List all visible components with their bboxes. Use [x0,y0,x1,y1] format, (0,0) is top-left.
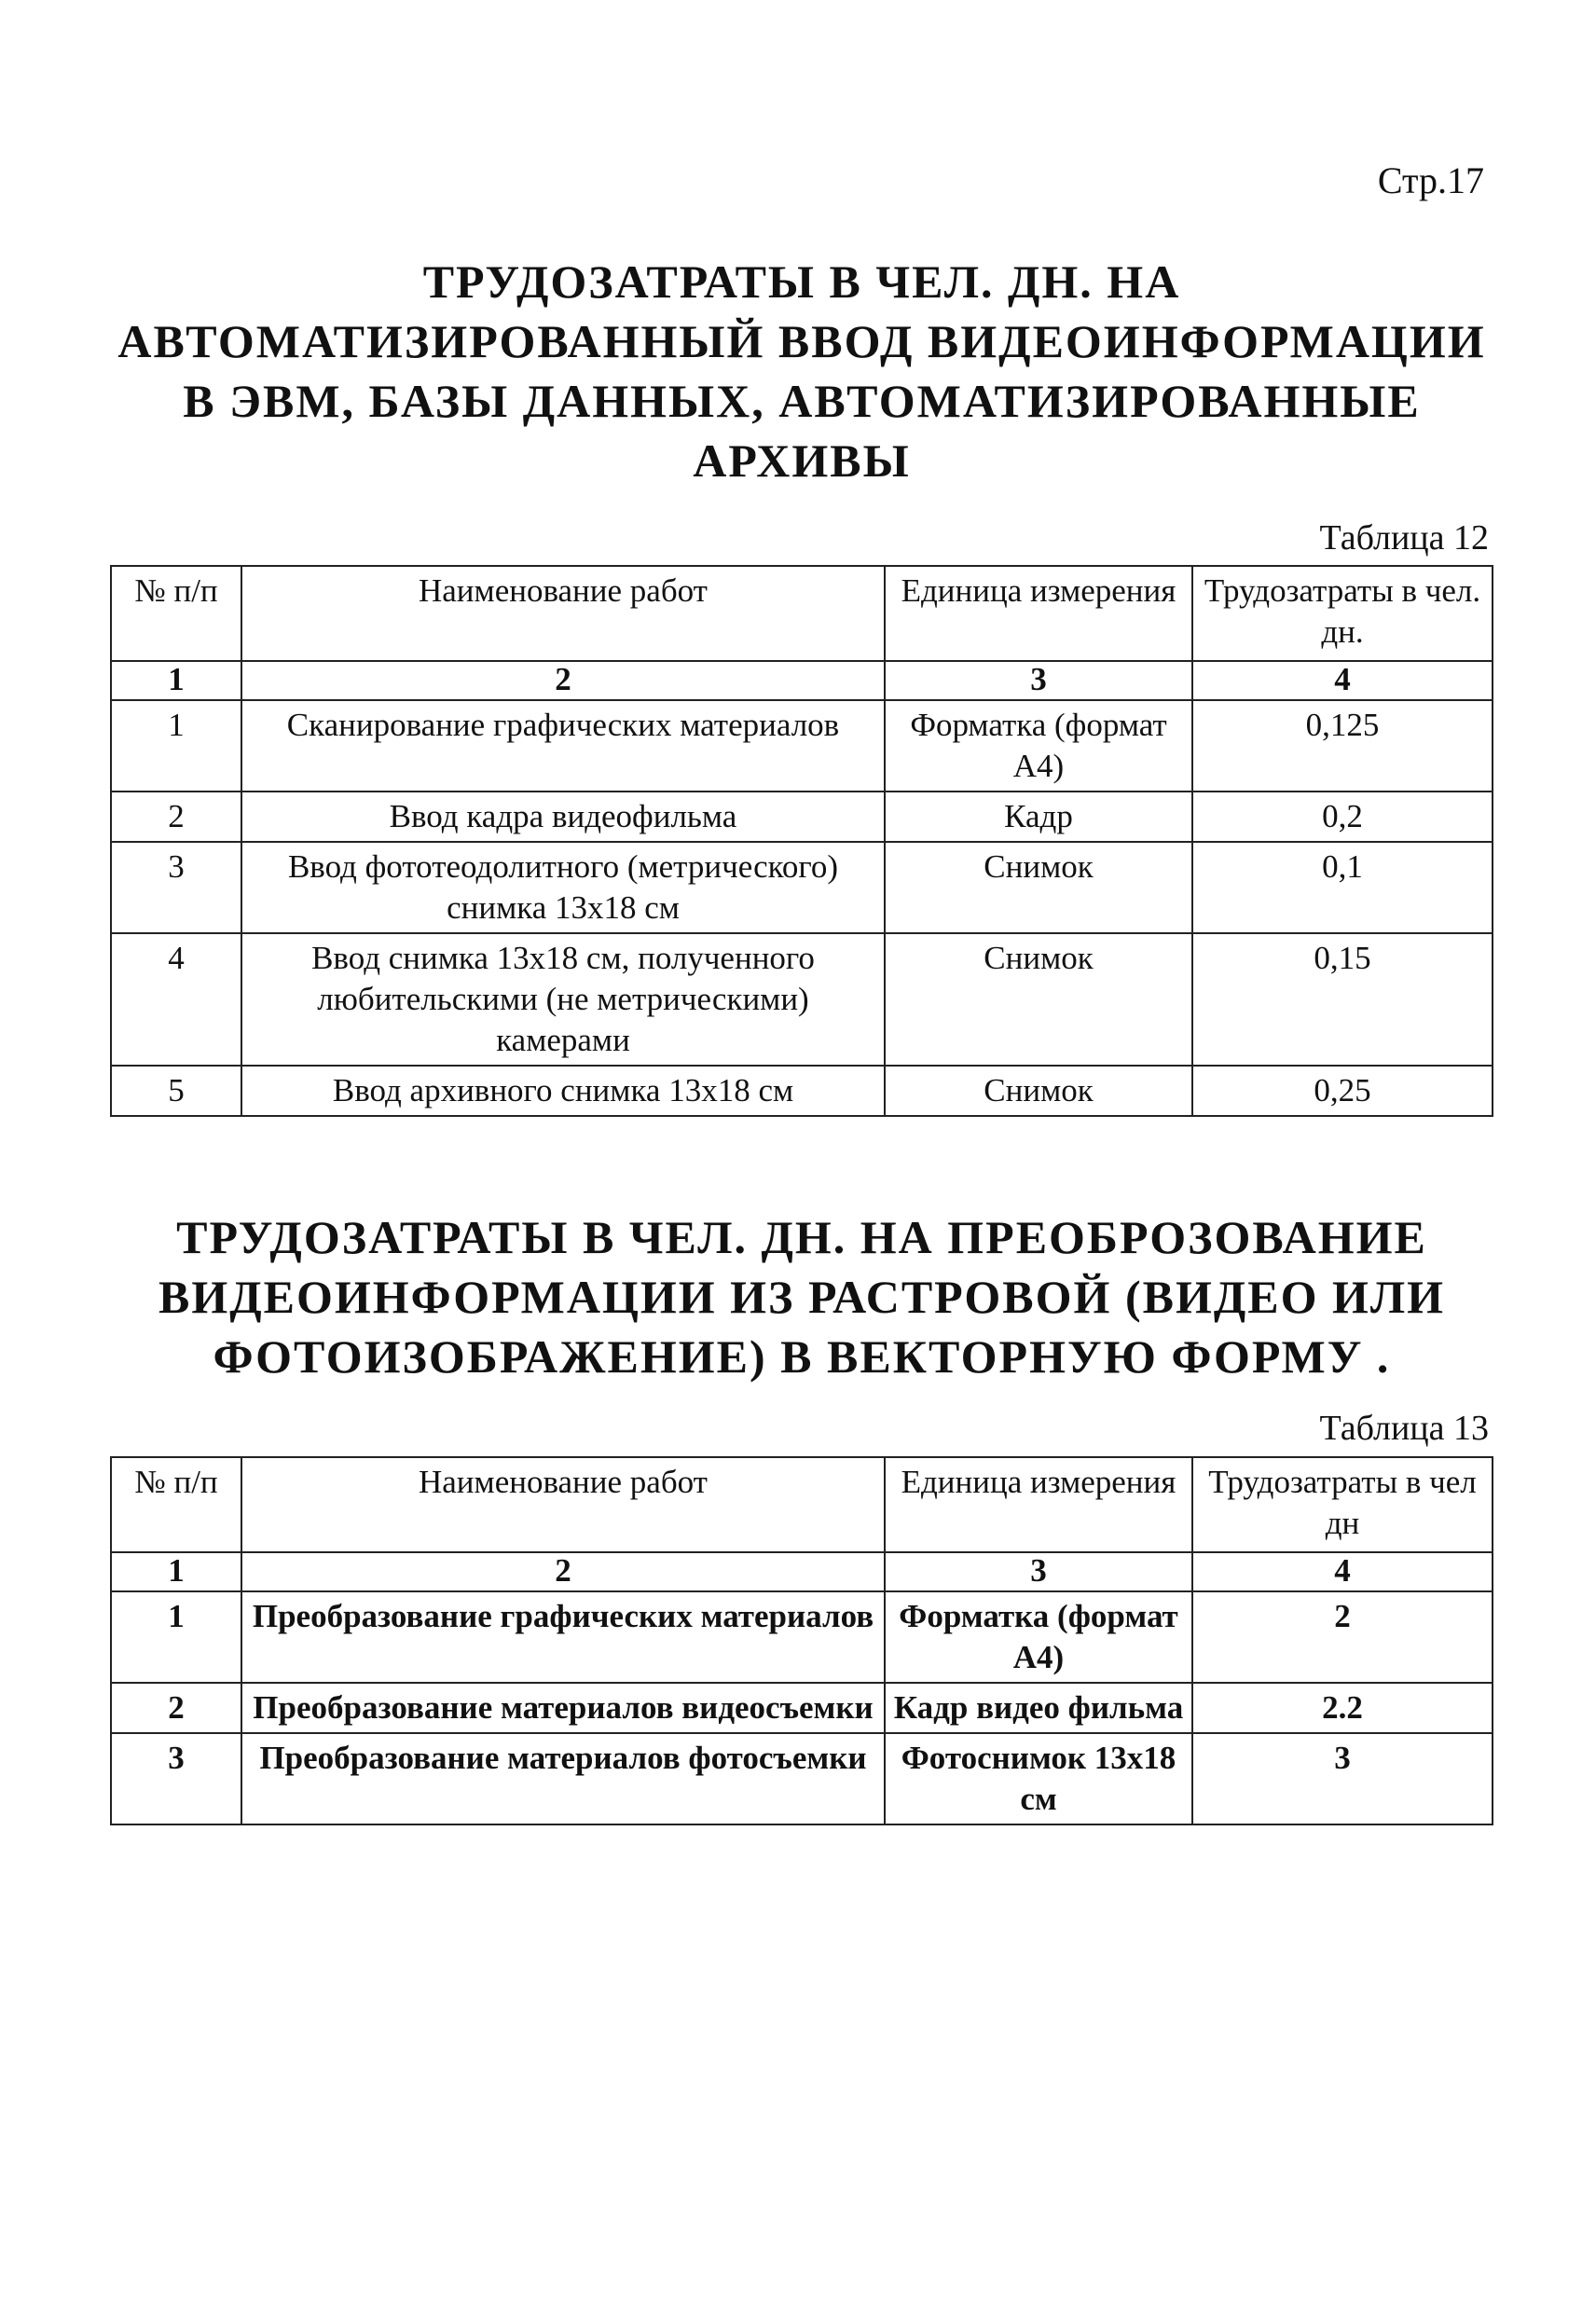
value-cell: 0,2 [1192,792,1493,842]
work-name: Ввод фототеодолитного (метрического) снимка 13x18 см [241,842,885,933]
row-number: 2 [111,792,241,842]
table-row [111,933,1493,1066]
value-cell: 0,125 [1192,700,1493,792]
title-line: АРХИВЫ [693,434,911,487]
table-13-caption: Таблица 13 [1319,1409,1489,1448]
column-number: 3 [885,661,1192,700]
table-row [111,842,1493,933]
column-number: 4 [1192,1552,1493,1591]
page-number: Стр.17 [1377,159,1484,201]
table-row [111,1066,1493,1116]
unit-cell: Снимок [885,933,1192,1066]
column-number-row [111,1552,1493,1591]
unit-cell: Фотоснимок 13x18 см [885,1733,1192,1824]
unit-cell: Форматка (формат А4) [885,1591,1192,1683]
header-cell: Наименование работ [241,566,885,661]
header-cell: Трудозатраты в чел дн [1192,1457,1493,1552]
unit-cell: Снимок [885,1066,1192,1116]
column-number: 2 [241,661,885,700]
table-row [111,1733,1493,1824]
work-name: Преобразование материалов видеосъемки [241,1683,885,1733]
row-number: 3 [111,1733,241,1824]
table-12-caption: Таблица 12 [1319,518,1489,558]
header-cell: Трудозатраты в чел. дн. [1192,566,1493,661]
column-number-row [111,661,1493,700]
unit-cell: Форматка (формат А4) [885,700,1192,792]
title-line: В ЭВМ, БАЗЫ ДАННЫХ, АВТОМАТИЗИРОВАННЫЕ [183,375,1421,427]
header-cell: Наименование работ [241,1457,885,1552]
header-cell: Единица измерения [885,566,1192,661]
row-number: 1 [111,1591,241,1683]
value-cell: 0,25 [1192,1066,1493,1116]
value-cell: 0,1 [1192,842,1493,933]
unit-cell: Снимок [885,842,1192,933]
unit-cell: Кадр [885,792,1192,842]
section-1-title [103,252,1501,490]
table-row [111,792,1493,842]
header-cell: Единица измерения [885,1457,1192,1552]
table-12 [110,565,1493,1117]
unit-cell: Кадр видео фильма [885,1683,1192,1733]
title-line: АВТОМАТИЗИРОВАННЫЙ ВВОД ВИДЕОИНФОРМАЦИИ [117,315,1486,367]
table-header-row [111,1457,1493,1552]
column-number: 1 [111,661,241,700]
row-number: 3 [111,842,241,933]
title-line: ФОТОИЗОБРАЖЕНИЕ) В ВЕКТОРНУЮ ФОРМУ . [213,1330,1391,1383]
value-cell: 2.2 [1192,1683,1493,1733]
column-number: 2 [241,1552,885,1591]
work-name: Преобразование графических материалов [241,1591,885,1683]
value-cell: 2 [1192,1591,1493,1683]
row-number: 2 [111,1683,241,1733]
table-row [111,1683,1493,1733]
column-number: 4 [1192,661,1493,700]
value-cell: 0,15 [1192,933,1493,1066]
title-line: ВИДЕОИНФОРМАЦИИ ИЗ РАСТРОВОЙ (ВИДЕО ИЛИ [158,1271,1446,1323]
section-2-title [103,1207,1501,1386]
table-row [111,700,1493,792]
header-cell: № п/п [111,566,241,661]
row-number: 4 [111,933,241,1066]
column-number: 1 [111,1552,241,1591]
table-row [111,1591,1493,1683]
value-cell: 3 [1192,1733,1493,1824]
column-number: 3 [885,1552,1192,1591]
row-number: 5 [111,1066,241,1116]
header-cell: № п/п [111,1457,241,1552]
table-13 [110,1456,1493,1825]
table-header-row [111,566,1493,661]
title-line: ТРУДОЗАТРАТЫ В ЧЕЛ. ДН. НА [422,255,1181,308]
work-name: Преобразование материалов фотосъемки [241,1733,885,1824]
work-name: Ввод снимка 13x18 см, полученного любительскими (не метрическими) камерами [241,933,885,1066]
work-name: Ввод архивного снимка 13x18 см [241,1066,885,1116]
work-name: Ввод кадра видеофильма [241,792,885,842]
title-line: ТРУДОЗАТРАТЫ В ЧЕЛ. ДН. НА ПРЕОБРОЗОВАНИЕ [176,1211,1427,1263]
row-number: 1 [111,700,241,792]
work-name: Сканирование графических материалов [241,700,885,792]
